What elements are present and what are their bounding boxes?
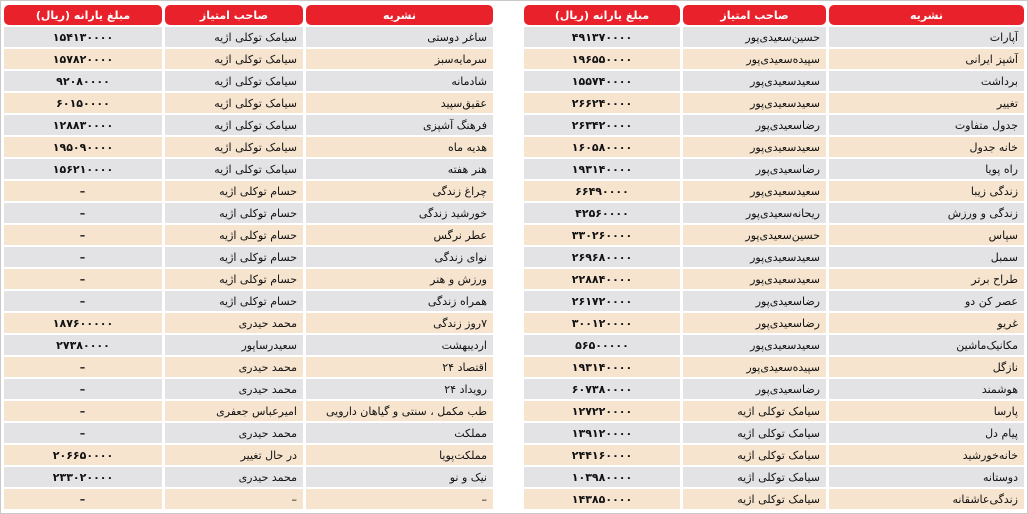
header-row <box>4 5 493 25</box>
owner-cell: سعیدسعیدی‌پور <box>683 93 826 113</box>
publication-cell: سرمایه‌سبز <box>306 49 493 69</box>
table-row <box>524 357 1024 377</box>
publication-cell: اقتصاد ۲۴ <box>306 357 493 377</box>
owner-cell: حسام توکلی اژیه <box>165 203 303 223</box>
subsidy-amount-cell: ۱۲۸۸۳۰۰۰۰ <box>4 115 162 135</box>
subsidy-amount-cell: ۲۷۳۸۰۰۰۰ <box>4 335 162 355</box>
publication-cell: عقیق‌سپید <box>306 93 493 113</box>
table-row <box>4 203 493 223</box>
publication-cell: خانه جدول <box>829 137 1024 157</box>
table-row <box>4 357 493 377</box>
publication-cell: آپارات <box>829 27 1024 47</box>
table-row <box>524 49 1024 69</box>
publication-cell: آشپز ایرانی <box>829 49 1024 69</box>
owner-cell: حسام توکلی اژیه <box>165 247 303 267</box>
publication-cell: پیام دل <box>829 423 1024 443</box>
owner-cell: سیامک توکلی اژیه <box>165 93 303 113</box>
table-row <box>4 445 493 465</box>
owner-cell: سعیدرساپور <box>165 335 303 355</box>
table-row <box>524 27 1024 47</box>
owner-cell: سعیدسعیدی‌پور <box>683 269 826 289</box>
table-row <box>4 313 493 333</box>
subsidy-amount-cell: ۱۲۷۲۲۰۰۰۰ <box>524 401 680 421</box>
subsidy-amount-cell: ۳۰۰۱۲۰۰۰۰ <box>524 313 680 333</box>
subsidy-amount-cell: – <box>4 489 162 509</box>
publication-cell: سپاس <box>829 225 1024 245</box>
owner-cell: حسام توکلی اژیه <box>165 225 303 245</box>
publication-cell: ۷روز زندگی <box>306 313 493 333</box>
subsidy-amount-cell: ۲۳۳۰۲۰۰۰۰ <box>4 467 162 487</box>
publication-cell: دوستانه <box>829 467 1024 487</box>
owner-cell: سیامک توکلی اژیه <box>165 27 303 47</box>
publication-cell: پارسا <box>829 401 1024 421</box>
subsidy-amount-cell: – <box>4 291 162 311</box>
publication-cell: – <box>306 489 493 509</box>
owner-cell: حسین‌سعیدی‌پور <box>683 27 826 47</box>
table-row <box>524 225 1024 245</box>
table-row <box>4 467 493 487</box>
owner-cell: رضاسعیدی‌پور <box>683 115 826 135</box>
owner-cell: سیامک توکلی اژیه <box>683 423 826 443</box>
table-row <box>4 71 493 91</box>
table-row <box>4 49 493 69</box>
table-row <box>4 159 493 179</box>
subsidy-amount-cell: ۲۰۶۶۵۰۰۰۰ <box>4 445 162 465</box>
publication-cell: شادمانه <box>306 71 493 91</box>
publication-cell: فرهنگ آشپزی <box>306 115 493 135</box>
publication-cell: ورزش و هنر <box>306 269 493 289</box>
publication-cell: هدیه ماه <box>306 137 493 157</box>
subsidy-amount-cell: ۶۰۷۳۸۰۰۰۰ <box>524 379 680 399</box>
table-row <box>4 423 493 443</box>
subsidy-amount-cell: – <box>4 247 162 267</box>
subsidy-amount-cell: ۲۲۸۸۴۰۰۰۰ <box>524 269 680 289</box>
owner-cell: سیامک توکلی اژیه <box>683 489 826 509</box>
publication-cell: ساغر دوستی <box>306 27 493 47</box>
table-row <box>4 291 493 311</box>
owner-cell: محمد حیدری <box>165 313 303 333</box>
table-row <box>524 423 1024 443</box>
table-row <box>4 181 493 201</box>
table-row <box>4 379 493 399</box>
table-row <box>524 489 1024 509</box>
publication-cell: مکانیک‌ماشین <box>829 335 1024 355</box>
owner-cell: سیامک توکلی اژیه <box>165 137 303 157</box>
owner-cell: سعیدسعیدی‌پور <box>683 71 826 91</box>
publication-cell: اردیبهشت <box>306 335 493 355</box>
table-row <box>524 115 1024 135</box>
subsidy-amount-cell: ۲۶۳۴۲۰۰۰۰ <box>524 115 680 135</box>
owner-cell: در حال تغییر <box>165 445 303 465</box>
subsidy-amount-cell: ۴۹۱۳۷۰۰۰۰ <box>524 27 680 47</box>
subsidy-amount-cell: ۶۰۱۵۰۰۰۰ <box>4 93 162 113</box>
owner-cell: سیامک توکلی اژیه <box>683 467 826 487</box>
owner-cell: حسام توکلی اژیه <box>165 269 303 289</box>
table-row <box>524 401 1024 421</box>
publication-cell: طب مکمل ، سنتی و گیاهان دارویی <box>306 401 493 421</box>
subsidy-amount-cell: – <box>4 379 162 399</box>
owner-cell: محمد حیدری <box>165 467 303 487</box>
owner-cell: رضاسعیدی‌پور <box>683 159 826 179</box>
publication-cell: راه پویا <box>829 159 1024 179</box>
subsidy-amount-cell: – <box>4 225 162 245</box>
subsidy-amount-cell: ۱۸۷۶۰۰۰۰۰ <box>4 313 162 333</box>
table-row <box>524 203 1024 223</box>
table-row <box>524 445 1024 465</box>
table-row <box>524 379 1024 399</box>
table-row <box>524 159 1024 179</box>
publication-cell: سمبل <box>829 247 1024 267</box>
subsidy-amount-cell: ۹۲۰۸۰۰۰۰ <box>4 71 162 91</box>
owner-cell: – <box>165 489 303 509</box>
publication-cell: غریو <box>829 313 1024 333</box>
subsidy-amount-cell: ۶۶۴۹۰۰۰۰ <box>524 181 680 201</box>
subsidy-amount-cell: ۱۹۶۵۵۰۰۰۰ <box>524 49 680 69</box>
owner-cell: حسام توکلی اژیه <box>165 291 303 311</box>
subsidy-amount-cell: ۱۵۷۸۲۰۰۰۰ <box>4 49 162 69</box>
publication-cell: نوای زندگی <box>306 247 493 267</box>
owner-cell: سعیدسعیدی‌پور <box>683 247 826 267</box>
subsidy-amount-cell: ۲۶۶۲۴۰۰۰۰ <box>524 93 680 113</box>
subsidy-amount-cell: ۱۳۹۱۲۰۰۰۰ <box>524 423 680 443</box>
table-row <box>524 93 1024 113</box>
publication-cell: هنر هفته <box>306 159 493 179</box>
subsidy-amount-cell: ۲۶۹۶۸۰۰۰۰ <box>524 247 680 267</box>
publication-cell: جدول متفاوت <box>829 115 1024 135</box>
table-row <box>524 335 1024 355</box>
publication-cell: زندگی زیبا <box>829 181 1024 201</box>
column-header-publication: نشریه <box>829 5 1024 25</box>
subsidy-amount-cell: ۱۹۵۰۹۰۰۰۰ <box>4 137 162 157</box>
subsidy-table-left <box>1 3 496 511</box>
publication-cell: خورشید زندگی <box>306 203 493 223</box>
owner-cell: سپیده‌سعیدی‌پور <box>683 49 826 69</box>
table-row <box>524 137 1024 157</box>
owner-cell: محمد حیدری <box>165 423 303 443</box>
publication-cell: برداشت <box>829 71 1024 91</box>
subsidy-amount-cell: ۱۰۳۹۸۰۰۰۰ <box>524 467 680 487</box>
subsidy-table-right <box>521 3 1027 511</box>
owner-cell: محمد حیدری <box>165 379 303 399</box>
column-header-owner: صاحب امتیاز <box>683 5 826 25</box>
table-row <box>524 181 1024 201</box>
column-header-subsidy-amount: مبلغ یارانه (ریال) <box>524 5 680 25</box>
owner-cell: سیامک توکلی اژیه <box>165 115 303 135</box>
table-row <box>4 93 493 113</box>
subsidy-amount-cell: ۱۵۴۱۳۰۰۰۰ <box>4 27 162 47</box>
subsidy-amount-cell: – <box>4 357 162 377</box>
table-row <box>4 27 493 47</box>
owner-cell: سیامک توکلی اژیه <box>165 71 303 91</box>
table-row <box>524 247 1024 267</box>
owner-cell: ریحانه‌سعیدی‌پور <box>683 203 826 223</box>
publication-cell: همراه زندگی <box>306 291 493 311</box>
subsidy-amount-cell: ۱۶۰۵۸۰۰۰۰ <box>524 137 680 157</box>
subsidy-amount-cell: ۴۲۵۶۰۰۰۰ <box>524 203 680 223</box>
subsidy-amount-cell: ۵۶۵۰۰۰۰۰ <box>524 335 680 355</box>
subsidy-amount-cell: – <box>4 423 162 443</box>
publication-cell: زندگی‌عاشقانه <box>829 489 1024 509</box>
table-row <box>4 269 493 289</box>
owner-cell: سعیدسعیدی‌پور <box>683 137 826 157</box>
publication-cell: زندگی و ورزش <box>829 203 1024 223</box>
owner-cell: سیامک توکلی اژیه <box>683 445 826 465</box>
owner-cell: سعیدسعیدی‌پور <box>683 335 826 355</box>
publication-cell: تغییر <box>829 93 1024 113</box>
publication-cell: مملکت <box>306 423 493 443</box>
owner-cell: سیامک توکلی اژیه <box>165 159 303 179</box>
publication-cell: مملکت‌پویا <box>306 445 493 465</box>
publication-cell: هوشمند <box>829 379 1024 399</box>
column-header-publication: نشریه <box>306 5 493 25</box>
subsidy-amount-cell: ۲۶۱۷۲۰۰۰۰ <box>524 291 680 311</box>
owner-cell: امیرعباس جعفری <box>165 401 303 421</box>
subsidy-amount-cell: ۱۵۶۲۱۰۰۰۰ <box>4 159 162 179</box>
subsidy-amount-cell: – <box>4 181 162 201</box>
column-header-owner: صاحب امتیاز <box>165 5 303 25</box>
publication-cell: عصر کن دو <box>829 291 1024 311</box>
table-row <box>524 269 1024 289</box>
header-row <box>524 5 1024 25</box>
table-row <box>4 115 493 135</box>
table-row <box>524 313 1024 333</box>
table-row <box>524 467 1024 487</box>
publication-cell: خانه‌خورشید <box>829 445 1024 465</box>
subsidy-amount-cell: – <box>4 401 162 421</box>
owner-cell: رضاسعیدی‌پور <box>683 379 826 399</box>
owner-cell: محمد حیدری <box>165 357 303 377</box>
subsidy-amount-cell: ۲۴۴۱۶۰۰۰۰ <box>524 445 680 465</box>
owner-cell: سیامک توکلی اژیه <box>683 401 826 421</box>
publication-cell: طراح برتر <box>829 269 1024 289</box>
owner-cell: رضاسعیدی‌پور <box>683 291 826 311</box>
owner-cell: سیامک توکلی اژیه <box>165 49 303 69</box>
table-row <box>4 137 493 157</box>
subsidy-amount-cell: – <box>4 269 162 289</box>
owner-cell: حسین‌سعیدی‌پور <box>683 225 826 245</box>
publication-cell: عطر نرگس <box>306 225 493 245</box>
publication-cell: چراغ زندگی <box>306 181 493 201</box>
publication-cell: نازگل <box>829 357 1024 377</box>
publication-cell: نیک و نو <box>306 467 493 487</box>
table-row <box>524 71 1024 91</box>
publication-cell: رویداد ۲۴ <box>306 379 493 399</box>
owner-cell: رضاسعیدی‌پور <box>683 313 826 333</box>
table-row <box>4 401 493 421</box>
subsidy-amount-cell: ۱۵۵۷۴۰۰۰۰ <box>524 71 680 91</box>
subsidy-amount-cell: ۱۴۳۸۵۰۰۰۰ <box>524 489 680 509</box>
subsidy-amount-cell: ۱۹۳۱۴۰۰۰۰ <box>524 357 680 377</box>
table-row <box>4 335 493 355</box>
owner-cell: سعیدسعیدی‌پور <box>683 181 826 201</box>
table-row <box>4 247 493 267</box>
subsidy-amount-cell: ۳۳۰۲۶۰۰۰۰ <box>524 225 680 245</box>
subsidy-amount-cell: ۱۹۳۱۴۰۰۰۰ <box>524 159 680 179</box>
owner-cell: سپیده‌سعیدی‌پور <box>683 357 826 377</box>
column-header-subsidy-amount: مبلغ یارانه (ریال) <box>4 5 162 25</box>
table-row <box>524 291 1024 311</box>
owner-cell: حسام توکلی اژیه <box>165 181 303 201</box>
subsidy-amount-cell: – <box>4 203 162 223</box>
table-row <box>4 225 493 245</box>
table-row <box>4 489 493 509</box>
